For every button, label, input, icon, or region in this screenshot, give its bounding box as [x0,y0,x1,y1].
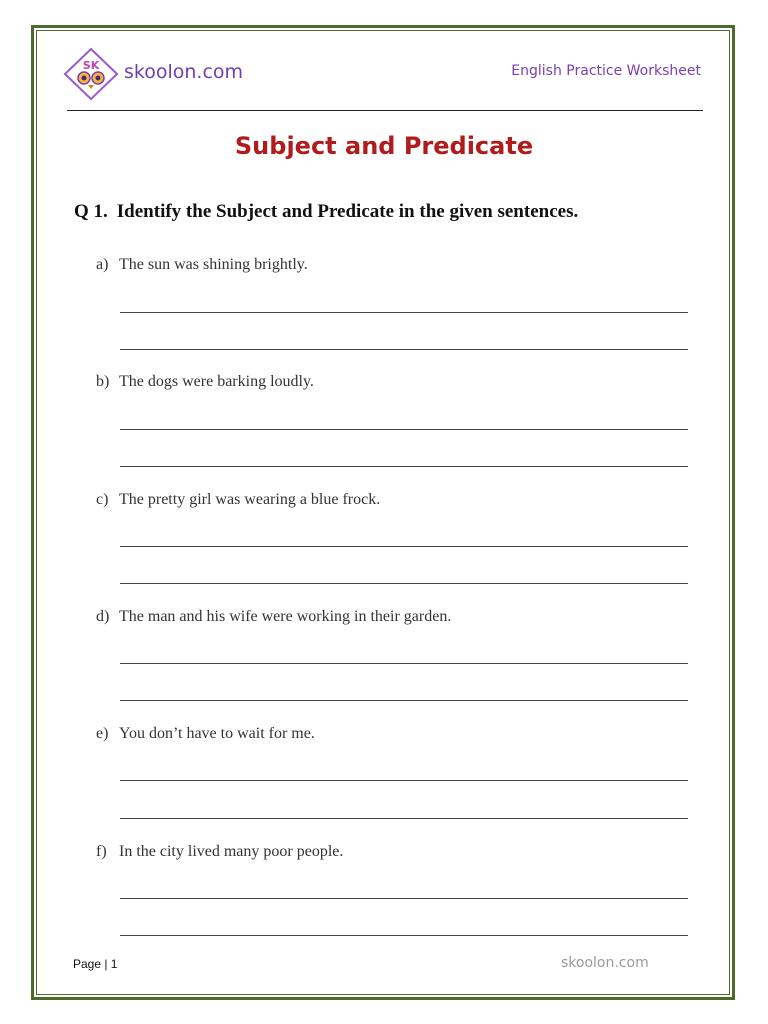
sentence-item [96,843,696,861]
item-letter: e) [96,725,109,742]
answer-line[interactable] [120,700,688,701]
answer-line[interactable] [120,583,688,584]
item-text: The pretty girl was wearing a blue frock. [119,491,381,508]
sentence-item [96,491,696,509]
answer-line[interactable] [120,663,688,664]
answer-line[interactable] [120,546,688,547]
answer-line[interactable] [120,935,688,936]
item-letter: f) [96,843,107,860]
brand-name: skoolon.com [124,61,244,83]
answer-line[interactable] [120,349,688,350]
item-text: The man and his wife were working in their garden. [119,608,452,625]
logo-text: SK [82,59,100,72]
item-letter: c) [96,491,109,508]
skoolon-logo [62,47,120,101]
item-text: The sun was shining brightly. [119,256,308,273]
header-divider [67,110,703,111]
item-text: The dogs were barking loudly. [119,373,314,390]
question-text: Identify the Subject and Predicate in the given sentences. [116,201,579,222]
item-text: In the city lived many poor people. [119,843,344,860]
answer-line[interactable] [120,429,688,430]
answer-line[interactable] [120,818,688,819]
sentence-item [96,608,696,626]
answer-line[interactable] [120,780,688,781]
answer-line[interactable] [120,898,688,899]
answer-line[interactable] [120,312,688,313]
question-heading [74,201,578,223]
item-letter: d) [96,608,110,625]
sentence-item [96,256,696,274]
sentence-item [96,725,696,743]
question-number: Q 1. [74,201,108,222]
answer-line[interactable] [120,466,688,467]
worksheet-title: Subject and Predicate [234,132,534,160]
item-text: You don’t have to wait for me. [119,725,315,742]
sentence-item [96,373,696,391]
item-letter: b) [96,373,110,390]
footer-site: skoolon.com [561,955,649,971]
worksheet-tag: English Practice Worksheet [511,63,701,79]
page-number: Page | 1 [73,957,118,971]
item-letter: a) [96,256,109,273]
